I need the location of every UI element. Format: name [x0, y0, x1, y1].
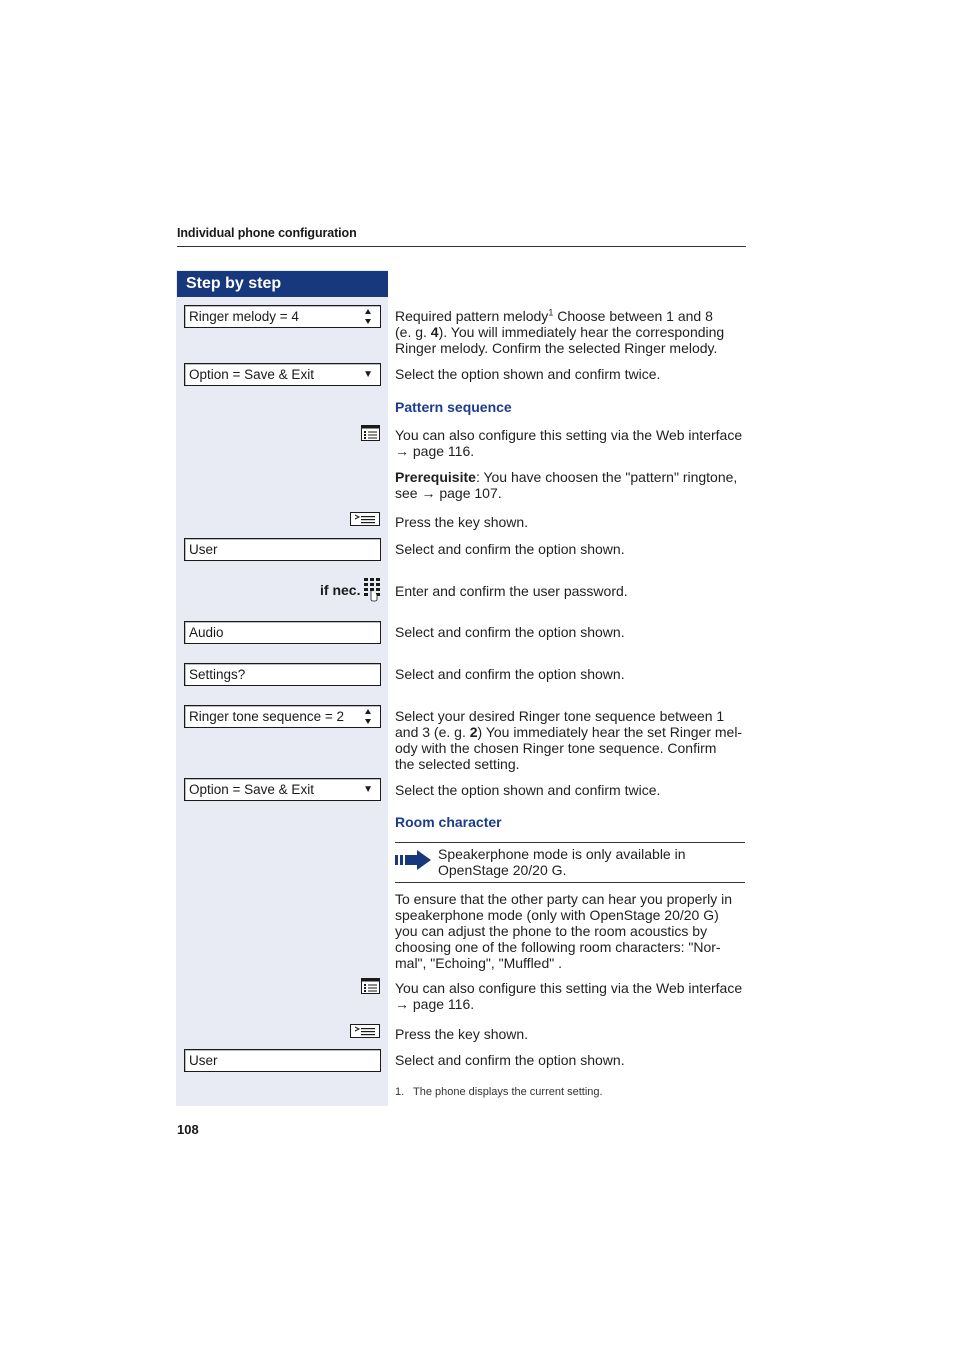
menu-box-audio[interactable]: [184, 621, 381, 644]
text-run: You can also configure this setting via the Web interface: [395, 427, 743, 443]
step-web-interface-text: [395, 427, 747, 459]
bold-value: 4: [430, 324, 439, 340]
text-run: You can also configure this setting via the Web interface: [395, 980, 743, 996]
up-down-arrow-icon: [365, 309, 371, 324]
menu-box-label: Ringer tone sequence = 2: [189, 709, 344, 724]
menu-box-label: Settings?: [189, 667, 246, 682]
text-run: ) You immediately hear the set Ringer mel-: [477, 724, 743, 740]
footnote-ref: 1: [548, 307, 554, 318]
step-settings-text: Select and confirm the option shown.: [395, 666, 625, 682]
section-heading-room-character: Room character: [395, 814, 502, 830]
step-save-exit-text: Select the option shown and confirm twice.: [395, 366, 661, 382]
menu-box-user-2[interactable]: [184, 1049, 381, 1072]
text-run: (e. g.: [395, 324, 431, 340]
text-run: Required pattern melody: [395, 308, 549, 324]
text-run: Choose between 1 and 8: [553, 308, 713, 324]
text-run: Ringer melody. Confirm the selected Ringer melody.: [395, 340, 718, 356]
menu-box-option-save-exit-2[interactable]: [184, 778, 381, 801]
menu-key-icon: [350, 1024, 380, 1038]
text-run: To ensure that the other party can hear you properly in: [395, 891, 732, 907]
note-bottom-rule: [395, 882, 745, 883]
step-press-key-text: Press the key shown.: [395, 514, 529, 530]
menu-box-label: Ringer melody = 4: [189, 309, 299, 324]
prerequisite-label: Prerequisite: [395, 469, 476, 485]
menu-box-label: User: [189, 1053, 218, 1068]
text-run: you can adjust the phone to the room acoustics by: [395, 923, 708, 939]
text-run: : You have choosen the "pattern" ringtone,: [475, 469, 738, 485]
sidebar-title: Step by step: [177, 271, 388, 297]
footnote-text: The phone displays the current setting.: [413, 1086, 603, 1098]
note-top-rule: [395, 842, 745, 843]
bold-value: 2: [469, 724, 478, 740]
menu-key-icon: [350, 512, 380, 526]
menu-box-label: Option = Save & Exit: [189, 782, 314, 797]
note-text: [438, 846, 738, 878]
text-run: speakerphone mode (only with OpenStage 20/20 G): [395, 907, 719, 923]
step-user-text: Select and confirm the option shown.: [395, 541, 625, 557]
page-number: 108: [177, 1122, 199, 1137]
page-header-title: Individual phone configuration: [177, 226, 357, 240]
text-run: choosing one of the following room characters: "Nor-: [395, 939, 721, 955]
step-web-interface-text-2: [395, 980, 747, 1012]
menu-box-settings[interactable]: [184, 663, 381, 686]
menu-box-label: User: [189, 542, 218, 557]
step-ringer-sequence-text: [395, 708, 747, 772]
down-arrow-icon: ▼: [363, 369, 373, 380]
step-user-text-2: Select and confirm the option shown.: [395, 1052, 625, 1068]
if-necessary-label: if nec.: [320, 582, 361, 598]
header-divider: [177, 246, 746, 247]
text-run: and 3 (e. g.: [395, 724, 470, 740]
menu-box-user[interactable]: [184, 538, 381, 561]
step-press-key-text-2: Press the key shown.: [395, 1026, 529, 1042]
page-link[interactable]: → page 116.: [395, 996, 475, 1012]
up-down-arrow-icon: [365, 709, 371, 724]
text-run: ). You will immediately hear the corresponding: [438, 324, 725, 340]
menu-box-ringer-tone-sequence[interactable]: [184, 705, 381, 728]
page-link[interactable]: → page 116.: [395, 443, 475, 459]
menu-box-label: Audio: [189, 625, 224, 640]
footnote-number: 1.: [395, 1086, 405, 1098]
footnote: [395, 1086, 603, 1098]
menu-box-label: Option = Save & Exit: [189, 367, 314, 382]
step-ringer-melody-text: [395, 308, 747, 356]
web-interface-icon: [361, 978, 380, 994]
text-run: Select your desired Ringer tone sequence between 1: [395, 708, 725, 724]
text-run: mal", "Echoing", "Muffled" .: [395, 955, 562, 971]
step-prerequisite-text: [395, 469, 747, 501]
menu-box-ringer-melody[interactable]: [184, 305, 381, 328]
text-run: OpenStage 20/20 G.: [438, 862, 567, 878]
text-run: ody with the chosen Ringer tone sequence. Confirm: [395, 740, 717, 756]
step-password-text: Enter and confirm the user password.: [395, 583, 628, 599]
room-character-description: [395, 891, 747, 971]
menu-box-option-save-exit[interactable]: [184, 363, 381, 386]
keypad-icon: [363, 577, 381, 602]
text-run: Speakerphone mode is only available in: [438, 846, 686, 862]
step-sidebar: [176, 270, 388, 1106]
step-save-exit-text-2: Select the option shown and confirm twice.: [395, 782, 661, 798]
web-interface-icon: [361, 425, 380, 441]
text-run: the selected setting.: [395, 756, 520, 772]
page-link[interactable]: see → page 107.: [395, 485, 502, 501]
down-arrow-icon: ▼: [363, 784, 373, 795]
section-heading-pattern-sequence: Pattern sequence: [395, 399, 512, 415]
step-audio-text: Select and confirm the option shown.: [395, 624, 625, 640]
note-arrow-icon: [395, 849, 432, 871]
